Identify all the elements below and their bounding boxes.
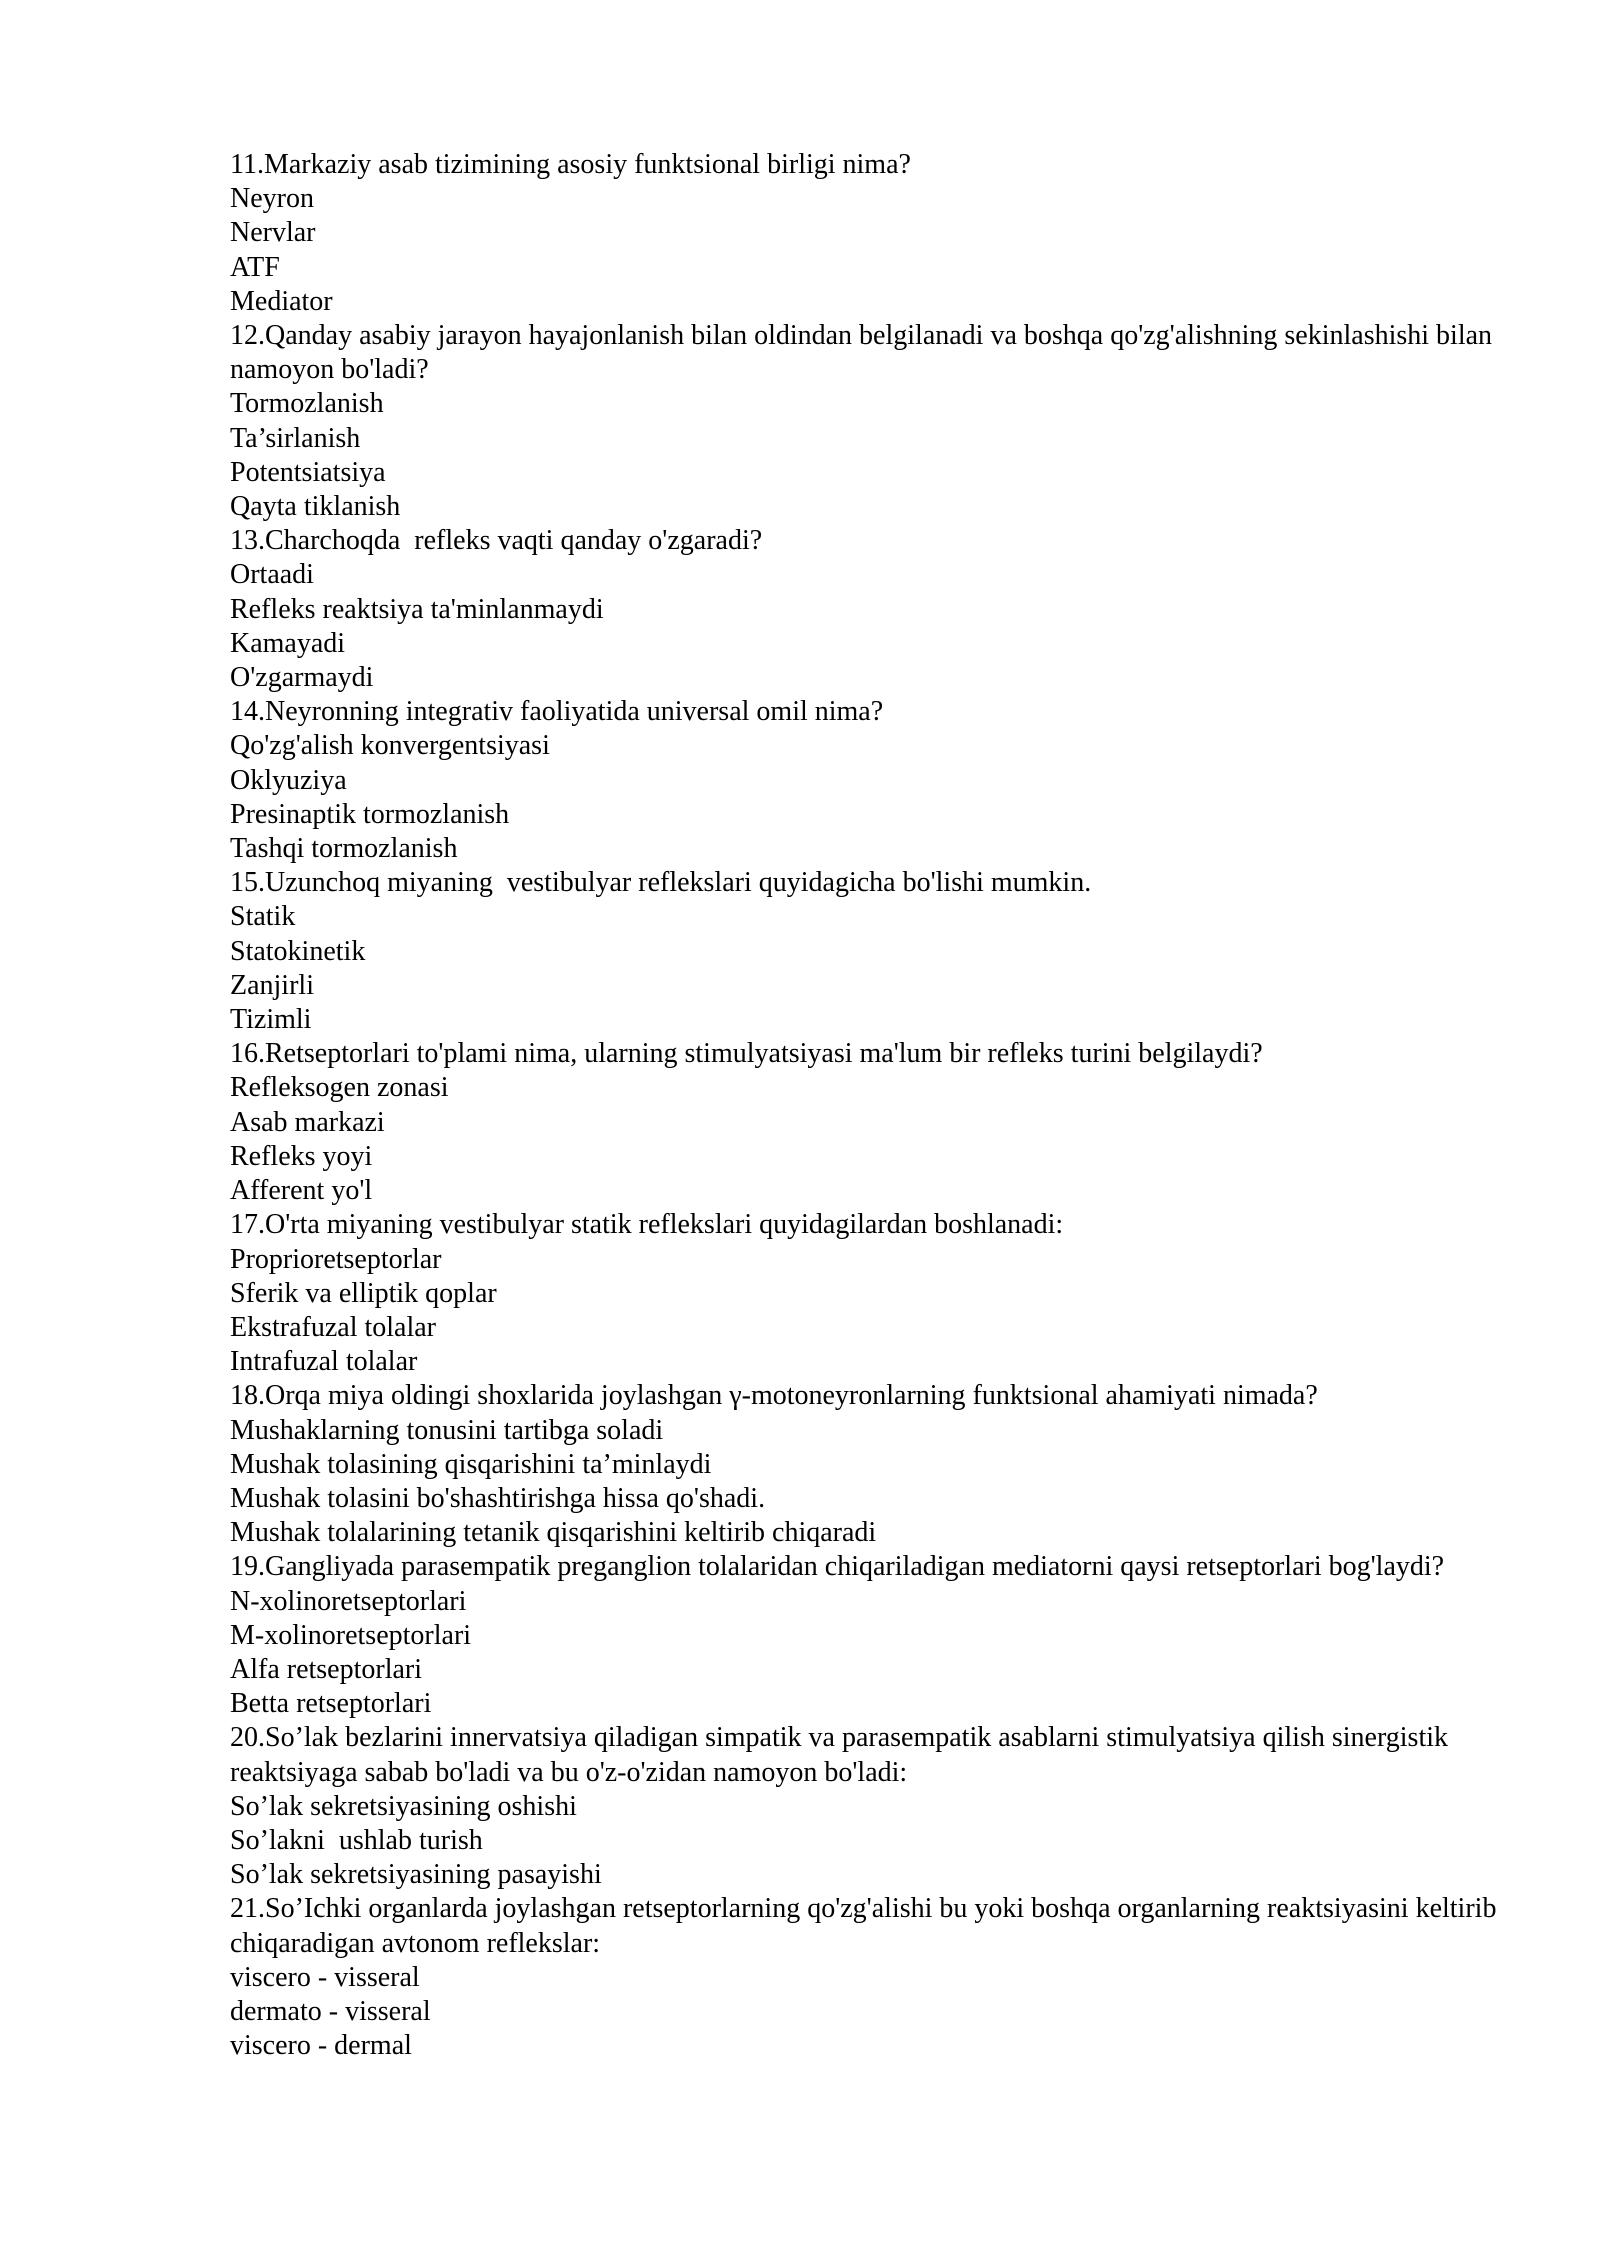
answer-option: So’lak sekretsiyasining oshishi (230, 1790, 577, 1822)
question-text: 17.O'rta miyaning vestibulyar statik reflekslari quyidagilardan boshlanadi: (230, 1209, 1064, 1241)
answer-option: Refleks yoyi (230, 1140, 373, 1172)
question-text: 19.Gangliyada parasempatik preganglion tolalaridan chiqariladigan mediatorni qaysi retseptorlari bog'laydi? (230, 1551, 1445, 1583)
question-text: 11.Markaziy asab tizimining asosiy funktsional birligi nima? (230, 149, 911, 180)
answer-option: Mushak tolalarining tetanik qisqarishini keltirib chiqaradi (230, 1517, 877, 1549)
answer-option: Tashqi tormozlanish (230, 833, 458, 865)
answer-option: Zanjirli (230, 969, 314, 1001)
answer-option: Afferent yo'l (230, 1175, 373, 1207)
answer-option: Refleksogen zonasi (230, 1072, 449, 1104)
answer-option: Intrafuzal tolalar (230, 1346, 418, 1378)
answer-option: Alfa retseptorlari (230, 1653, 423, 1685)
answer-option: Presinaptik tormozlanish (230, 798, 510, 830)
answer-option: Sferik va elliptik qoplar (230, 1277, 497, 1309)
answer-option: O'zgarmaydi (230, 662, 374, 694)
answer-option: Mediator (230, 285, 333, 317)
answer-option: N-xolinoretseptorlari (230, 1585, 467, 1617)
answer-option: Mushak tolasini bo'shashtirishga hissa qo'shadi. (230, 1482, 766, 1514)
answer-option: ATF (230, 251, 280, 283)
answer-option: Tizimli (230, 1004, 312, 1036)
answer-option: Qayta tiklanish (230, 491, 401, 523)
question-text: 20.So’lak bezlarini innervatsiya qiladigan simpatik va parasempatik asablarni stimulyatsiya qilish sinergistik reaktsiyaga sabab bo'ladi va bu o'z-o'zidan namoyon bo'ladi: (230, 1722, 1455, 1788)
answer-option: Kamayadi (230, 627, 346, 659)
answer-option: Ta’sirlanish (230, 422, 361, 454)
answer-option: Statokinetik (230, 935, 366, 967)
answer-option: Mushak tolasining qisqarishini ta’minlaydi (230, 1448, 712, 1480)
question-text: 12.Qanday asabiy jarayon hayajonlanish bilan oldindan belgilanadi va boshqa qo'zg'alishning sekinlashishi bilan namoyon bo'ladi? (230, 320, 1500, 386)
answer-option: Oklyuziya (230, 764, 347, 796)
answer-option: Refleks reaktsiya ta'minlanmaydi (230, 593, 604, 625)
answer-option: M-xolinoretseptorlari (230, 1619, 472, 1651)
document-page (230, 148, 1510, 2063)
question-text: 13.Charchoqda refleks vaqti qanday o'zgaradi? (230, 525, 763, 557)
answer-option: Nervlar (230, 217, 316, 249)
question-text: 14.Neyronning integrativ faoliyatida universal omil nima? (230, 696, 884, 728)
answer-option: Tormozlanish (230, 388, 384, 420)
answer-option: Ortaadi (230, 559, 314, 591)
answer-option: So’lak sekretsiyasining pasayishi (230, 1859, 602, 1891)
answer-option: So’lakni ushlab turish (230, 1824, 483, 1856)
answer-option: Asab markazi (230, 1106, 385, 1138)
answer-option: Qo'zg'alish konvergentsiyasi (230, 730, 550, 762)
answer-option: viscero - visseral (230, 1961, 420, 1993)
question-text: 21.So’Ichki organlarda joylashgan retseptorlarning qo'zg'alishi bu yoki boshqa organlarning reaktsiyasini keltirib chiqaradigan avtonom reflekslar: (230, 1893, 1504, 1959)
answer-option: Proprioretseptorlar (230, 1243, 442, 1275)
question-text: 18.Orqa miya oldingi shoxlarida joylashgan γ-motoneyronlarning funktsional ahamiyati nimada? (230, 1380, 1318, 1412)
answer-option: Neyron (230, 183, 314, 215)
answer-option: Betta retseptorlari (230, 1688, 432, 1720)
answer-option: Mushaklarning tonusini tartibga soladi (230, 1414, 664, 1446)
question-text: 16.Retseptorlari to'plami nima, ularning stimulyatsiyasi ma'lum bir refleks turini belgilaydi? (230, 1038, 1263, 1070)
answer-option: Potentsiatsiya (230, 456, 386, 488)
answer-option: Statik (230, 901, 296, 933)
answer-option: Ekstrafuzal tolalar (230, 1311, 437, 1343)
answer-option: viscero - dermal (230, 2030, 412, 2062)
answer-option: dermato - visseral (230, 1995, 431, 2027)
question-text: 15.Uzunchoq miyaning vestibulyar reflekslari quyidagicha bo'lishi mumkin. (230, 867, 1092, 899)
